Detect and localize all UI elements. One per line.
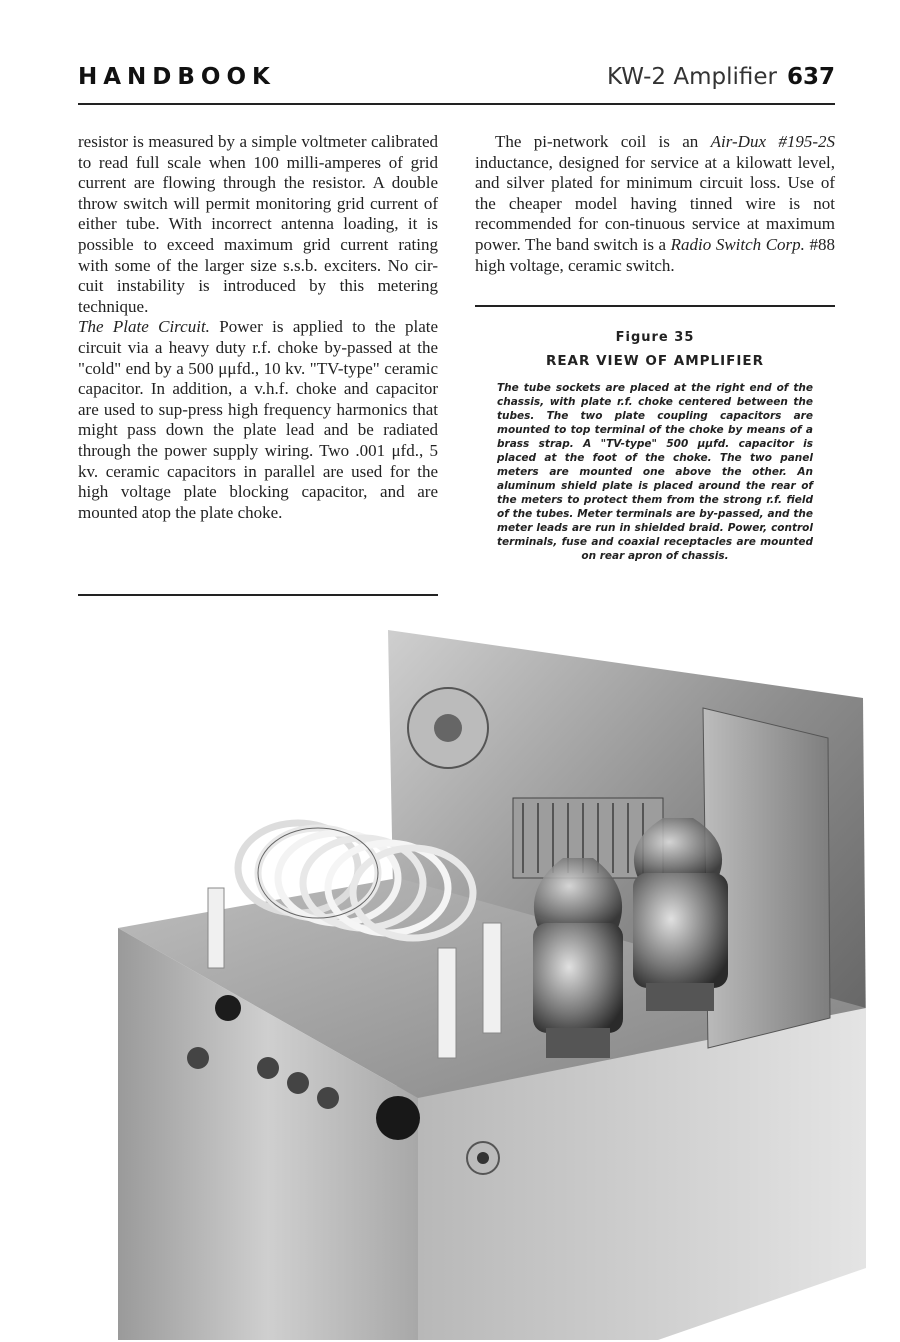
band-switch xyxy=(408,688,488,768)
section-title: KW-2 Amplifier xyxy=(607,64,777,90)
running-title xyxy=(607,64,835,90)
figure-caption-block xyxy=(475,330,835,563)
right-column xyxy=(475,132,835,276)
header-rule xyxy=(78,103,835,105)
page-number: 637 xyxy=(786,64,835,90)
page-header xyxy=(78,64,835,104)
left-paragraph-2 xyxy=(78,317,438,523)
figure-title: REAR VIEW OF AMPLIFIER xyxy=(545,353,765,369)
amplifier-photo xyxy=(118,628,878,1340)
radio-switch-corp: Radio Switch Corp. xyxy=(670,234,805,254)
figure-caption: The tube sockets are placed at the right end of the chassis, with plate r.f. choke centered between the tubes. The two plate coupling capacitors are mounted to top terminal of the choke by means of a brass strap. A "TV-type" 500 μμfd. capacitor is placed at the foot of the choke. The two panel meters are mounted one above the other. An aluminum shield plate is placed around the rear of the meters to protect them from the strong r.f. field of the tubes. Meter terminals are by-passed, and the meter leads are run in shielded braid. Power, control terminals, fuse and coaxial receptacles are mounted on rear apron of chassis. xyxy=(497,382,813,562)
left-column xyxy=(78,132,438,523)
text-run: #88 high voltage, ceramic switch. xyxy=(475,234,835,275)
handbook-brand: HANDBOOK xyxy=(78,64,276,90)
text-run: The pi-network coil is an xyxy=(495,132,711,151)
air-dux-part: Air-Dux #195-2S xyxy=(710,132,835,151)
right-paragraph-1 xyxy=(475,132,835,276)
left-column-end-rule xyxy=(78,594,438,596)
plate-circuit-body: Power is applied to the plate circuit via a heavy duty r.f. choke by-passed at the "cold" end by a 500 μμfd., 10 kv. "TV-type" ceramic capacitor. In addition, a v.h.f. choke and capacitor are used to sup-press high frequency harmonics that might pass down the plate lead and be radiated through the power supply wiring. Two .001 μfd., 5 kv. ceramic capacitors in parallel are used for the high voltage plate blocking capacitor, and are mounted atop the plate choke. xyxy=(78,317,439,522)
left-paragraph-1: resistor is measured by a simple voltmeter calibrated to read full scale when 100 milli-amperes of grid current are flowing through the resistor. A double throw switch will permit monitoring grid current of either tube. With incorrect antenna loading, it is possible to exceed maximum grid current rating with some of the larger size s.s.b. exciters. No cir-cuit instability is introduced by this metering technique. xyxy=(78,132,438,316)
plate-circuit-heading: The Plate Circuit. xyxy=(78,317,210,337)
vacuum-tube-left xyxy=(533,858,623,1058)
text-run: inductance, designed for service at a kilowatt level, and silver plated for minimum circuit loss. Use of the cheaper model having tinned wire is not recommended for con-tinuous service at maximum power. The band switch is a xyxy=(475,152,835,254)
figure-number: Figure 35 xyxy=(615,330,695,345)
vacuum-tube-right xyxy=(633,818,728,1011)
right-column-end-rule xyxy=(475,305,835,307)
